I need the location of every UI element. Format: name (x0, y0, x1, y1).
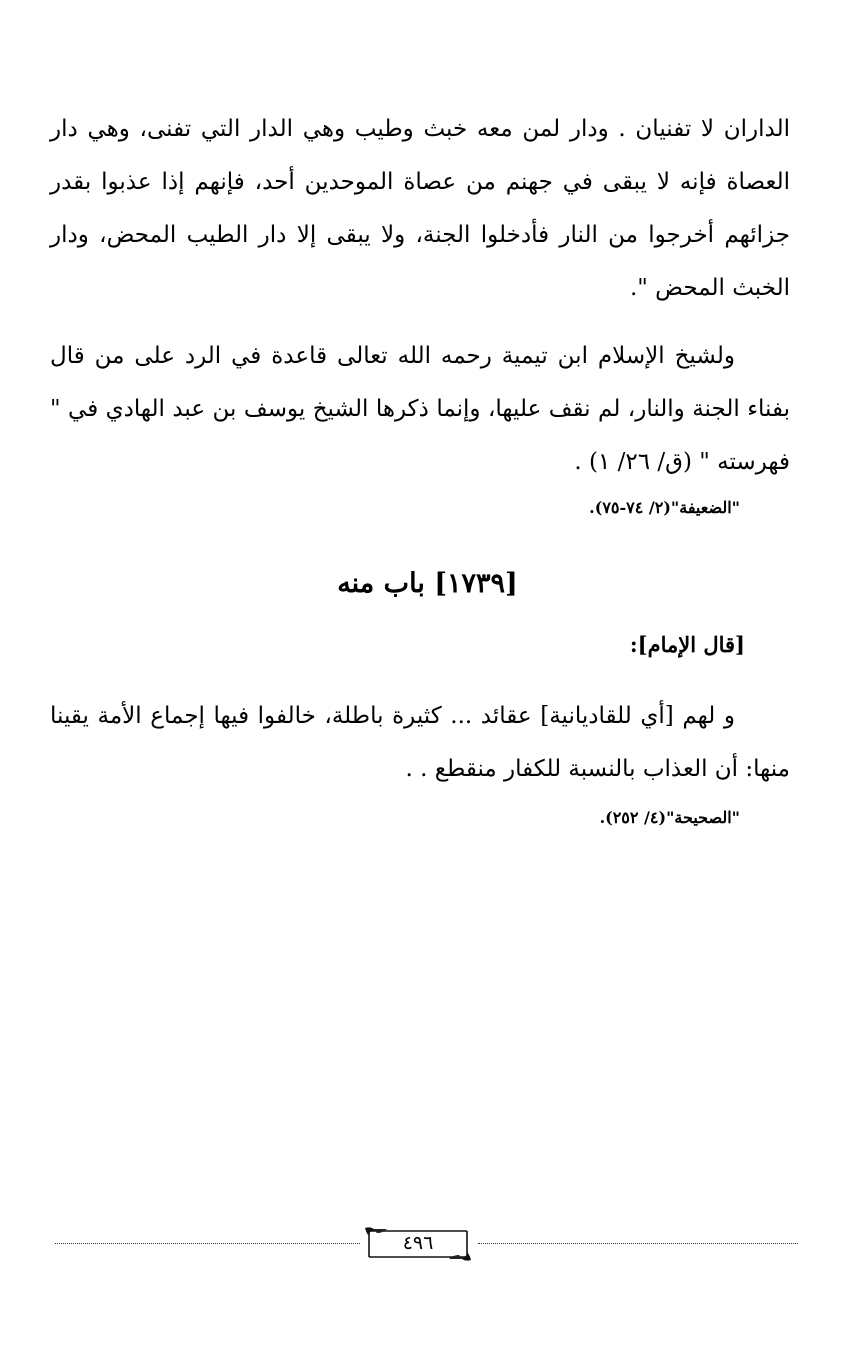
chapter-heading: [١٧٣٩] باب منه (337, 568, 518, 599)
imam-said-label: [قال الإمام]: (629, 632, 745, 657)
footer-dotted-rule-left (55, 1243, 360, 1244)
source-citation-daifa: "الضعيفة"(٢/ ٧٤-٧٥). (589, 498, 740, 517)
page-number: ٤٩٦ (402, 1232, 434, 1254)
source-citation-sahiha: "الصحيحة"(٤/ ٢٥٢). (599, 808, 740, 827)
text-block-second (50, 330, 790, 489)
page-number-frame (363, 1225, 473, 1263)
text-block-third (50, 690, 790, 796)
paragraph-ibn-taymiyya: ولشيخ الإسلام ابن تيمية رحمه الله تعالى قاعدة في الرد على من قال بفناء الجنة والنار، لم نقف عليها، وإنما ذكرها الشيخ يوسف بن عبد الهادي في " فهرسته " (ق/ ٢٦/ ١) . (50, 343, 790, 475)
text-block-top (50, 103, 790, 315)
paragraph-qadiyaniyya: و لهم [أي للقاديانية] عقائد ... كثيرة باطلة، خالفوا فيها إجماع الأمة يقينا منها: أن العذاب بالنسبة للكفار منقطع . . (50, 703, 790, 782)
paragraph-continuation: الداران لا تفنيان . ودار لمن معه خبث وطيب وهي الدار التي تفنى، وهي دار العصاة فإنه لا يبقى في جهنم من عصاة الموحدين أحد، فإنهم إذا عذبوا بقدر جزائهم أخرجوا من النار فأدخلوا الجنة، ولا يبقى إلا دار الطيب المحض، ودار الخبث المحض ". (50, 116, 790, 301)
footer-dotted-rule-right (478, 1243, 798, 1244)
